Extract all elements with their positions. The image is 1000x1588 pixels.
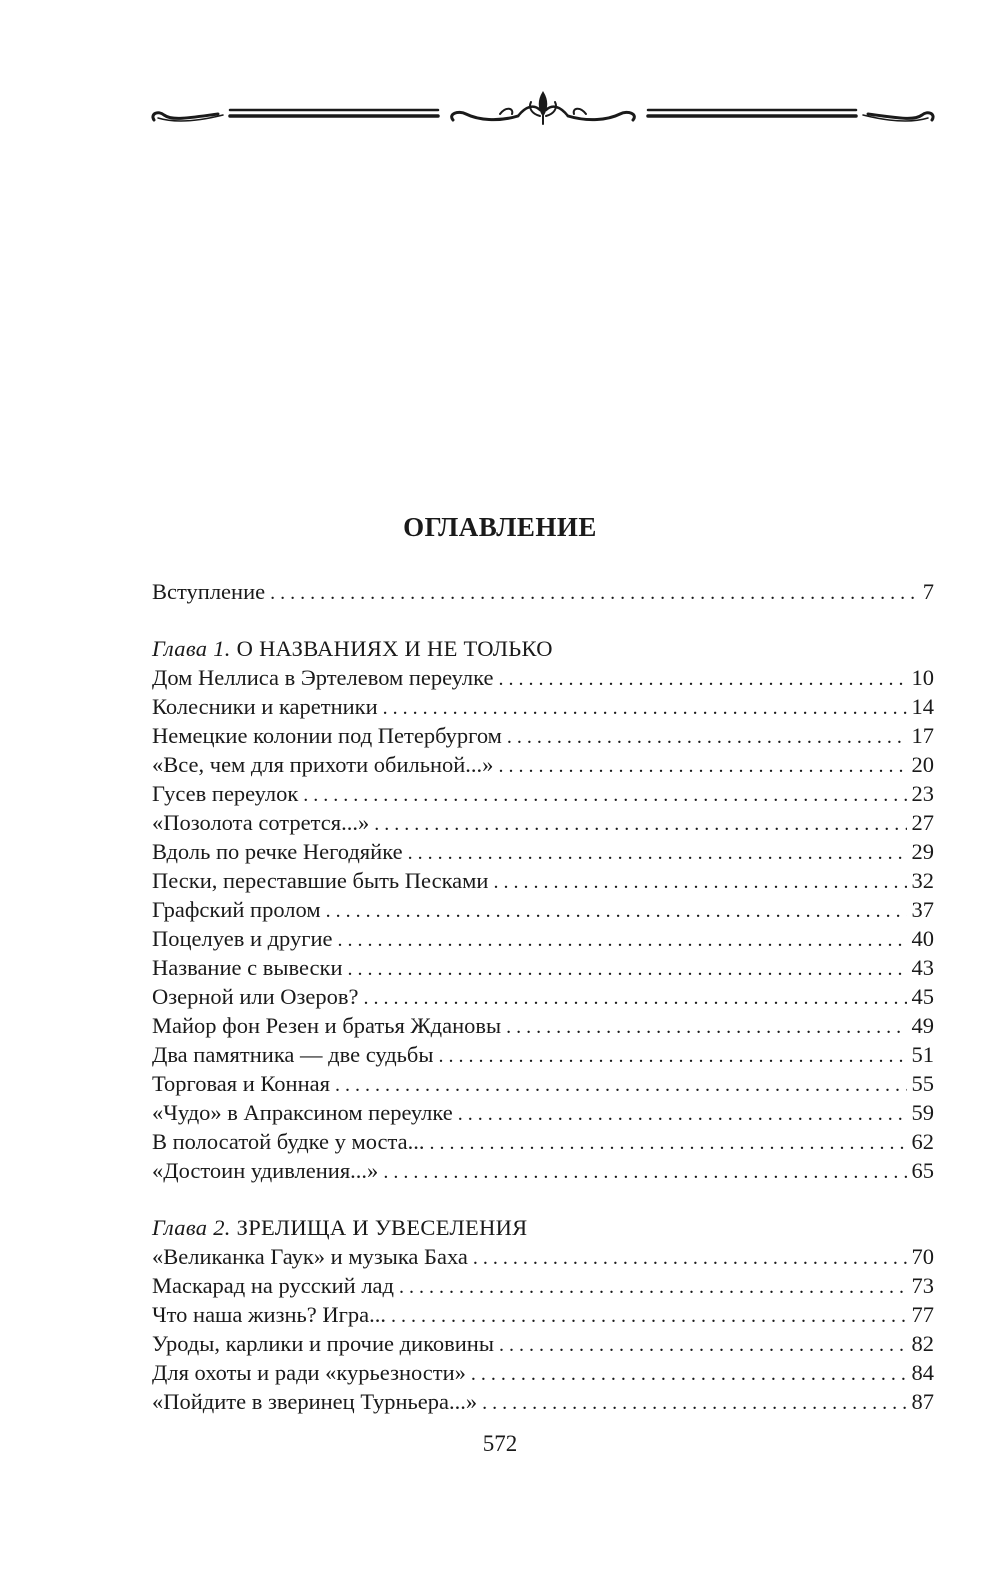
toc-entry-label: «Великанка Гаук» и музыка Баха <box>152 1244 468 1269</box>
chapter-title: О НАЗВАНИЯХ И НЕ ТОЛЬКО <box>236 636 553 661</box>
toc-entry-label: Немецкие колонии под Петербургом <box>152 723 502 748</box>
toc-entry[interactable] <box>152 895 934 924</box>
toc-entry[interactable] <box>152 1127 934 1156</box>
toc-entry-page: 65 <box>911 1158 934 1183</box>
toc-entry-label: Для охоты и ради «курьезности» <box>152 1360 466 1385</box>
dot-leader <box>391 1302 907 1331</box>
dot-leader <box>471 1360 907 1389</box>
dot-leader <box>439 1042 907 1071</box>
toc-entry-page: 77 <box>911 1302 934 1327</box>
toc-entry-label: «Позолота сотрется...» <box>152 810 370 835</box>
toc-entry[interactable] <box>152 1242 934 1271</box>
toc-entry-page: 84 <box>911 1360 934 1385</box>
chapter-1-entries <box>152 663 934 1185</box>
toc-entry-page: 82 <box>911 1331 934 1356</box>
toc-entry-page: 40 <box>911 926 934 951</box>
dot-leader <box>399 1273 907 1302</box>
toc-entry-page: 29 <box>911 839 934 864</box>
toc-entry-label: Название с вывески <box>152 955 343 980</box>
toc-entry-label: Вдоль по речке Негодяйке <box>152 839 403 864</box>
dot-leader <box>482 1389 906 1418</box>
toc-entry-label: Колесники и каретники <box>152 694 378 719</box>
toc-entry[interactable] <box>152 982 934 1011</box>
toc-entry-label: Майор фон Резен и братья Ждановы <box>152 1013 502 1038</box>
toc-entry-label: Графский пролом <box>152 897 321 922</box>
toc-entry-label: Дом Неллиса в Эртелевом переулке <box>152 665 494 690</box>
toc-entry-label: «Чудо» в Апраксином переулке <box>152 1100 453 1125</box>
toc-entry[interactable] <box>152 721 934 750</box>
toc-entry[interactable] <box>152 837 934 866</box>
toc-entry[interactable] <box>152 692 934 721</box>
toc-entry[interactable] <box>152 750 934 779</box>
toc-entry-page: 70 <box>911 1244 934 1269</box>
chapter-heading-2 <box>152 1213 934 1242</box>
chapter-label: Глава 2. <box>152 1215 231 1240</box>
toc-entry-page: 20 <box>911 752 934 777</box>
decorative-flourish-icon <box>148 84 938 144</box>
dot-leader <box>498 665 906 694</box>
toc-entry[interactable] <box>152 808 934 837</box>
dot-leader <box>326 897 907 926</box>
dot-leader <box>506 1013 906 1042</box>
dot-leader <box>458 1100 907 1129</box>
toc-entry[interactable] <box>152 1300 934 1329</box>
toc-entry-page: 87 <box>911 1389 934 1414</box>
dot-leader <box>493 868 906 897</box>
dot-leader <box>364 984 907 1013</box>
toc-entry-label: «Достоин удивления...» <box>152 1158 379 1183</box>
toc-entry-page: 51 <box>911 1042 934 1067</box>
toc-entry[interactable] <box>152 1156 934 1185</box>
chapter-heading-1 <box>152 634 934 663</box>
toc-entry-label: «Все, чем для прихоти обильной...» <box>152 752 494 777</box>
toc-entry[interactable] <box>152 1271 934 1300</box>
dot-leader <box>408 839 907 868</box>
toc-entry-label: Маскарад на русский лад <box>152 1273 394 1298</box>
toc-entry-label: Уроды, карлики и прочие диковины <box>152 1331 494 1356</box>
toc-entry-page: 49 <box>911 1013 934 1038</box>
toc-entry-page: 32 <box>911 868 934 893</box>
dot-leader <box>347 955 906 984</box>
dot-leader <box>303 781 906 810</box>
dot-leader <box>338 926 907 955</box>
toc-entry[interactable] <box>152 779 934 808</box>
dot-leader <box>335 1071 907 1100</box>
toc-entry-label: «Пойдите в зверинец Турньера...» <box>152 1389 478 1414</box>
toc-entry-label: В полосатой будке у моста... <box>152 1129 425 1154</box>
toc-entry[interactable] <box>152 1098 934 1127</box>
toc-entry[interactable] <box>152 1358 934 1387</box>
toc-entry-page: 37 <box>911 897 934 922</box>
toc-entry[interactable] <box>152 1329 934 1358</box>
toc-entry-page: 17 <box>911 723 934 748</box>
dot-leader <box>383 694 907 723</box>
toc-entry-page: 10 <box>911 665 934 690</box>
toc-entry-page: 73 <box>911 1273 934 1298</box>
toc-entry[interactable] <box>152 866 934 895</box>
chapter-title: ЗРЕЛИЩА И УВЕСЕЛЕНИЯ <box>236 1215 528 1240</box>
toc-entry-page: 23 <box>911 781 934 806</box>
page-title: ОГЛАВЛЕНИЕ <box>403 512 597 542</box>
dot-leader <box>499 1331 907 1360</box>
dot-leader <box>430 1129 907 1158</box>
toc-entry-page: 62 <box>911 1129 934 1154</box>
toc-entry-page: 45 <box>911 984 934 1009</box>
dot-leader <box>374 810 906 839</box>
page-number: 572 <box>482 1431 518 1456</box>
toc-entry-label: Два памятника — две судьбы <box>152 1042 434 1067</box>
chapter-label: Глава 1. <box>152 636 231 661</box>
toc-entry-label: Гусев переулок <box>152 781 299 806</box>
toc-entry-label: Поцелуев и другие <box>152 926 333 951</box>
toc-entry[interactable] <box>152 1011 934 1040</box>
toc-entry[interactable] <box>152 1387 934 1416</box>
toc-entry-page: 59 <box>911 1100 934 1125</box>
dot-leader <box>383 1158 906 1187</box>
toc-entry[interactable] <box>152 1069 934 1098</box>
toc-entry-page: 7 <box>922 579 934 604</box>
toc-entry-page: 43 <box>911 955 934 980</box>
toc-entry-page: 27 <box>911 810 934 835</box>
dot-leader <box>270 579 918 608</box>
toc-entry[interactable] <box>152 663 934 692</box>
chapter-2-entries <box>152 1242 934 1416</box>
toc-entry-page: 55 <box>911 1071 934 1096</box>
toc-entry[interactable] <box>152 1040 934 1069</box>
toc-entry-label: Что наша жизнь? Игра... <box>152 1302 386 1327</box>
toc-entry-label: Торговая и Конная <box>152 1071 330 1096</box>
toc-entry[interactable] <box>152 953 934 982</box>
toc-entry-label: Озерной или Озеров? <box>152 984 359 1009</box>
dot-leader <box>473 1244 907 1273</box>
toc-entry-label: Вступление <box>152 579 266 604</box>
dot-leader <box>507 723 907 752</box>
toc-entry-page: 14 <box>911 694 934 719</box>
toc-entry-label: Пески, переставшие быть Песками <box>152 868 489 893</box>
table-of-contents <box>152 577 934 1416</box>
toc-entry-intro[interactable] <box>152 577 934 606</box>
toc-entry[interactable] <box>152 924 934 953</box>
dot-leader <box>498 752 906 781</box>
